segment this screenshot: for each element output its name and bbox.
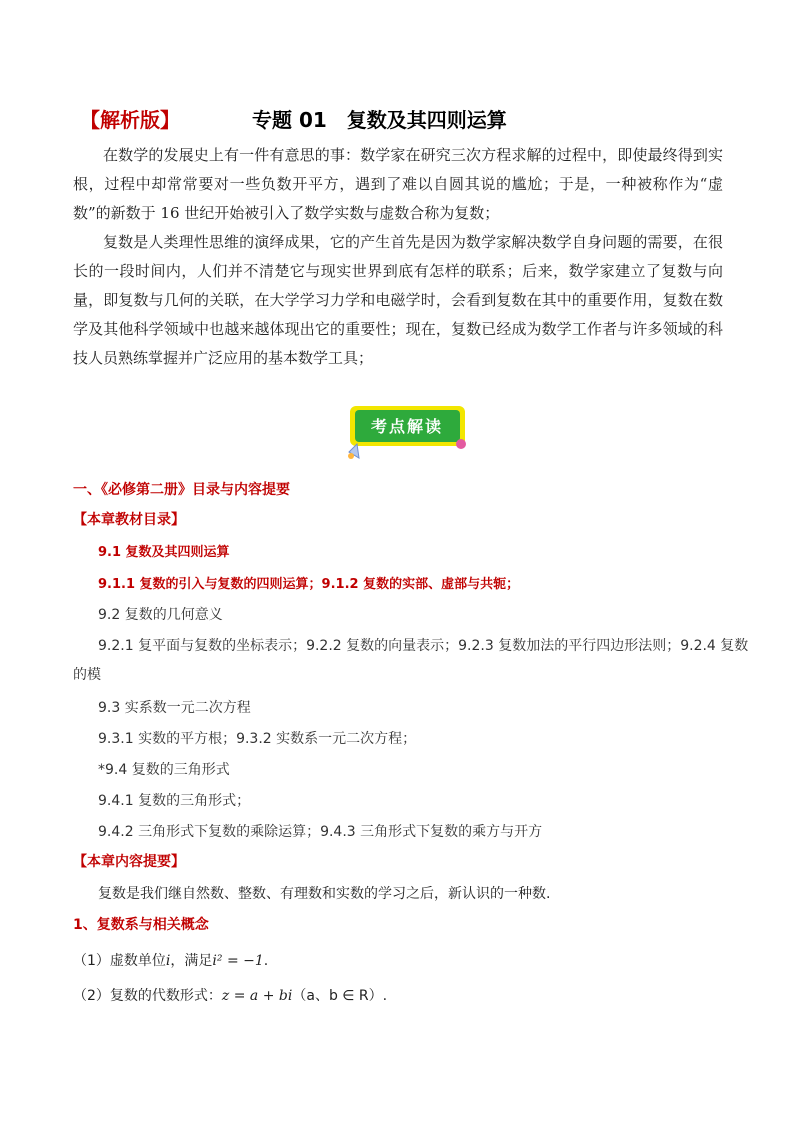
concepts-heading: 1、复数系与相关概念 <box>73 917 209 933</box>
toc-item-9-4-sub: 9.4.2 三角形式下复数的乘除运算；9.4.3 三角形式下复数的乘方与开方 <box>98 824 543 840</box>
concept-1 <box>73 950 268 970</box>
toc-item-9-4-1: 9.4.1 复数的三角形式； <box>98 793 251 809</box>
summary-text: 复数是我们继自然数、整数、有理数和实数的学习之后，新认识的一种数. <box>98 886 551 902</box>
toc-item-9-3-sub: 9.3.1 实数的平方根；9.3.2 实数系一元二次方程； <box>98 731 417 747</box>
toc-label: 【本章教材目录】 <box>73 512 185 528</box>
title-row <box>80 104 720 132</box>
concept-2-condition: （a、b ∈ R） <box>292 988 383 1004</box>
page-title: 专题 01 复数及其四则运算 <box>252 108 507 132</box>
badge-graphic <box>345 400 471 464</box>
toc-item-9-2-sub-wrap: 的模 <box>73 667 101 683</box>
concept-1-equation: i² = −1 <box>212 953 264 969</box>
intro-paragraph-1: 在数学的发展史上有一件有意思的事：数学家在研究三次方程求解的过程中，即使最终得到实根，过程中却常常要对一些负数开平方，遇到了难以自圆其说的尴尬；于是，一种被称作为“虚数”的新数于 16 世纪开始被引入了数学实数与虚数合称为复数； <box>73 146 723 222</box>
concept-2 <box>73 985 387 1005</box>
concept-2-prefix: （2）复数的代数形式： <box>73 988 222 1004</box>
toc-item-9-3: 9.3 实系数一元二次方程 <box>98 700 251 716</box>
imaginary-unit: i <box>165 953 171 969</box>
toc-item-9-1-sub: 9.1.1 复数的引入与复数的四则运算；9.1.2 复数的实部、虚部与共轭； <box>98 577 520 592</box>
section-heading: 一、《必修第二册》目录与内容提要 <box>73 482 290 498</box>
badge-pink-dot <box>456 439 466 449</box>
concept-2-equation: z = a + bi <box>221 988 293 1004</box>
intro-text <box>73 141 723 373</box>
badge-label: 考点解读 <box>370 417 444 436</box>
toc-item-9-4: *9.4 复数的三角形式 <box>98 762 230 778</box>
concept-1-end: . <box>263 953 269 969</box>
badge-orange-dot <box>348 453 354 459</box>
toc-item-9-2: 9.2 复数的几何意义 <box>98 607 223 623</box>
concept-2-end: . <box>382 988 388 1004</box>
concept-1-prefix: （1）虚数单位 <box>73 953 166 969</box>
toc-item-9-2-sub: 9.2.1 复平面与复数的坐标表示；9.2.2 复数的向量表示；9.2.3 复数加法的平行四边形法则；9.2.4 复数 <box>98 638 749 654</box>
summary-label: 【本章内容提要】 <box>73 854 185 870</box>
concept-1-mid: ，满足 <box>170 953 213 969</box>
intro-paragraph-2: 复数是人类理性思维的演绎成果，它的产生首先是因为数学家解决数学自身问题的需要，在很长的一段时间内，人们并不清楚它与现实世界到底有怎样的联系；后来，数学家建立了复数与向量，即复数与几何的关联，在大学学习力学和电磁学时，会看到复数在其中的重要作用，复数在数学及其他科学领域中也越来越体现出它的重要性；现在，复数已经成为数学工作者与许多领域的科技人员熟练掌握并广泛应用的基本数学工具； <box>73 233 723 367</box>
toc-item-9-1: 9.1 复数及其四则运算 <box>98 545 230 560</box>
version-tag: 【解析版】 <box>80 108 180 132</box>
